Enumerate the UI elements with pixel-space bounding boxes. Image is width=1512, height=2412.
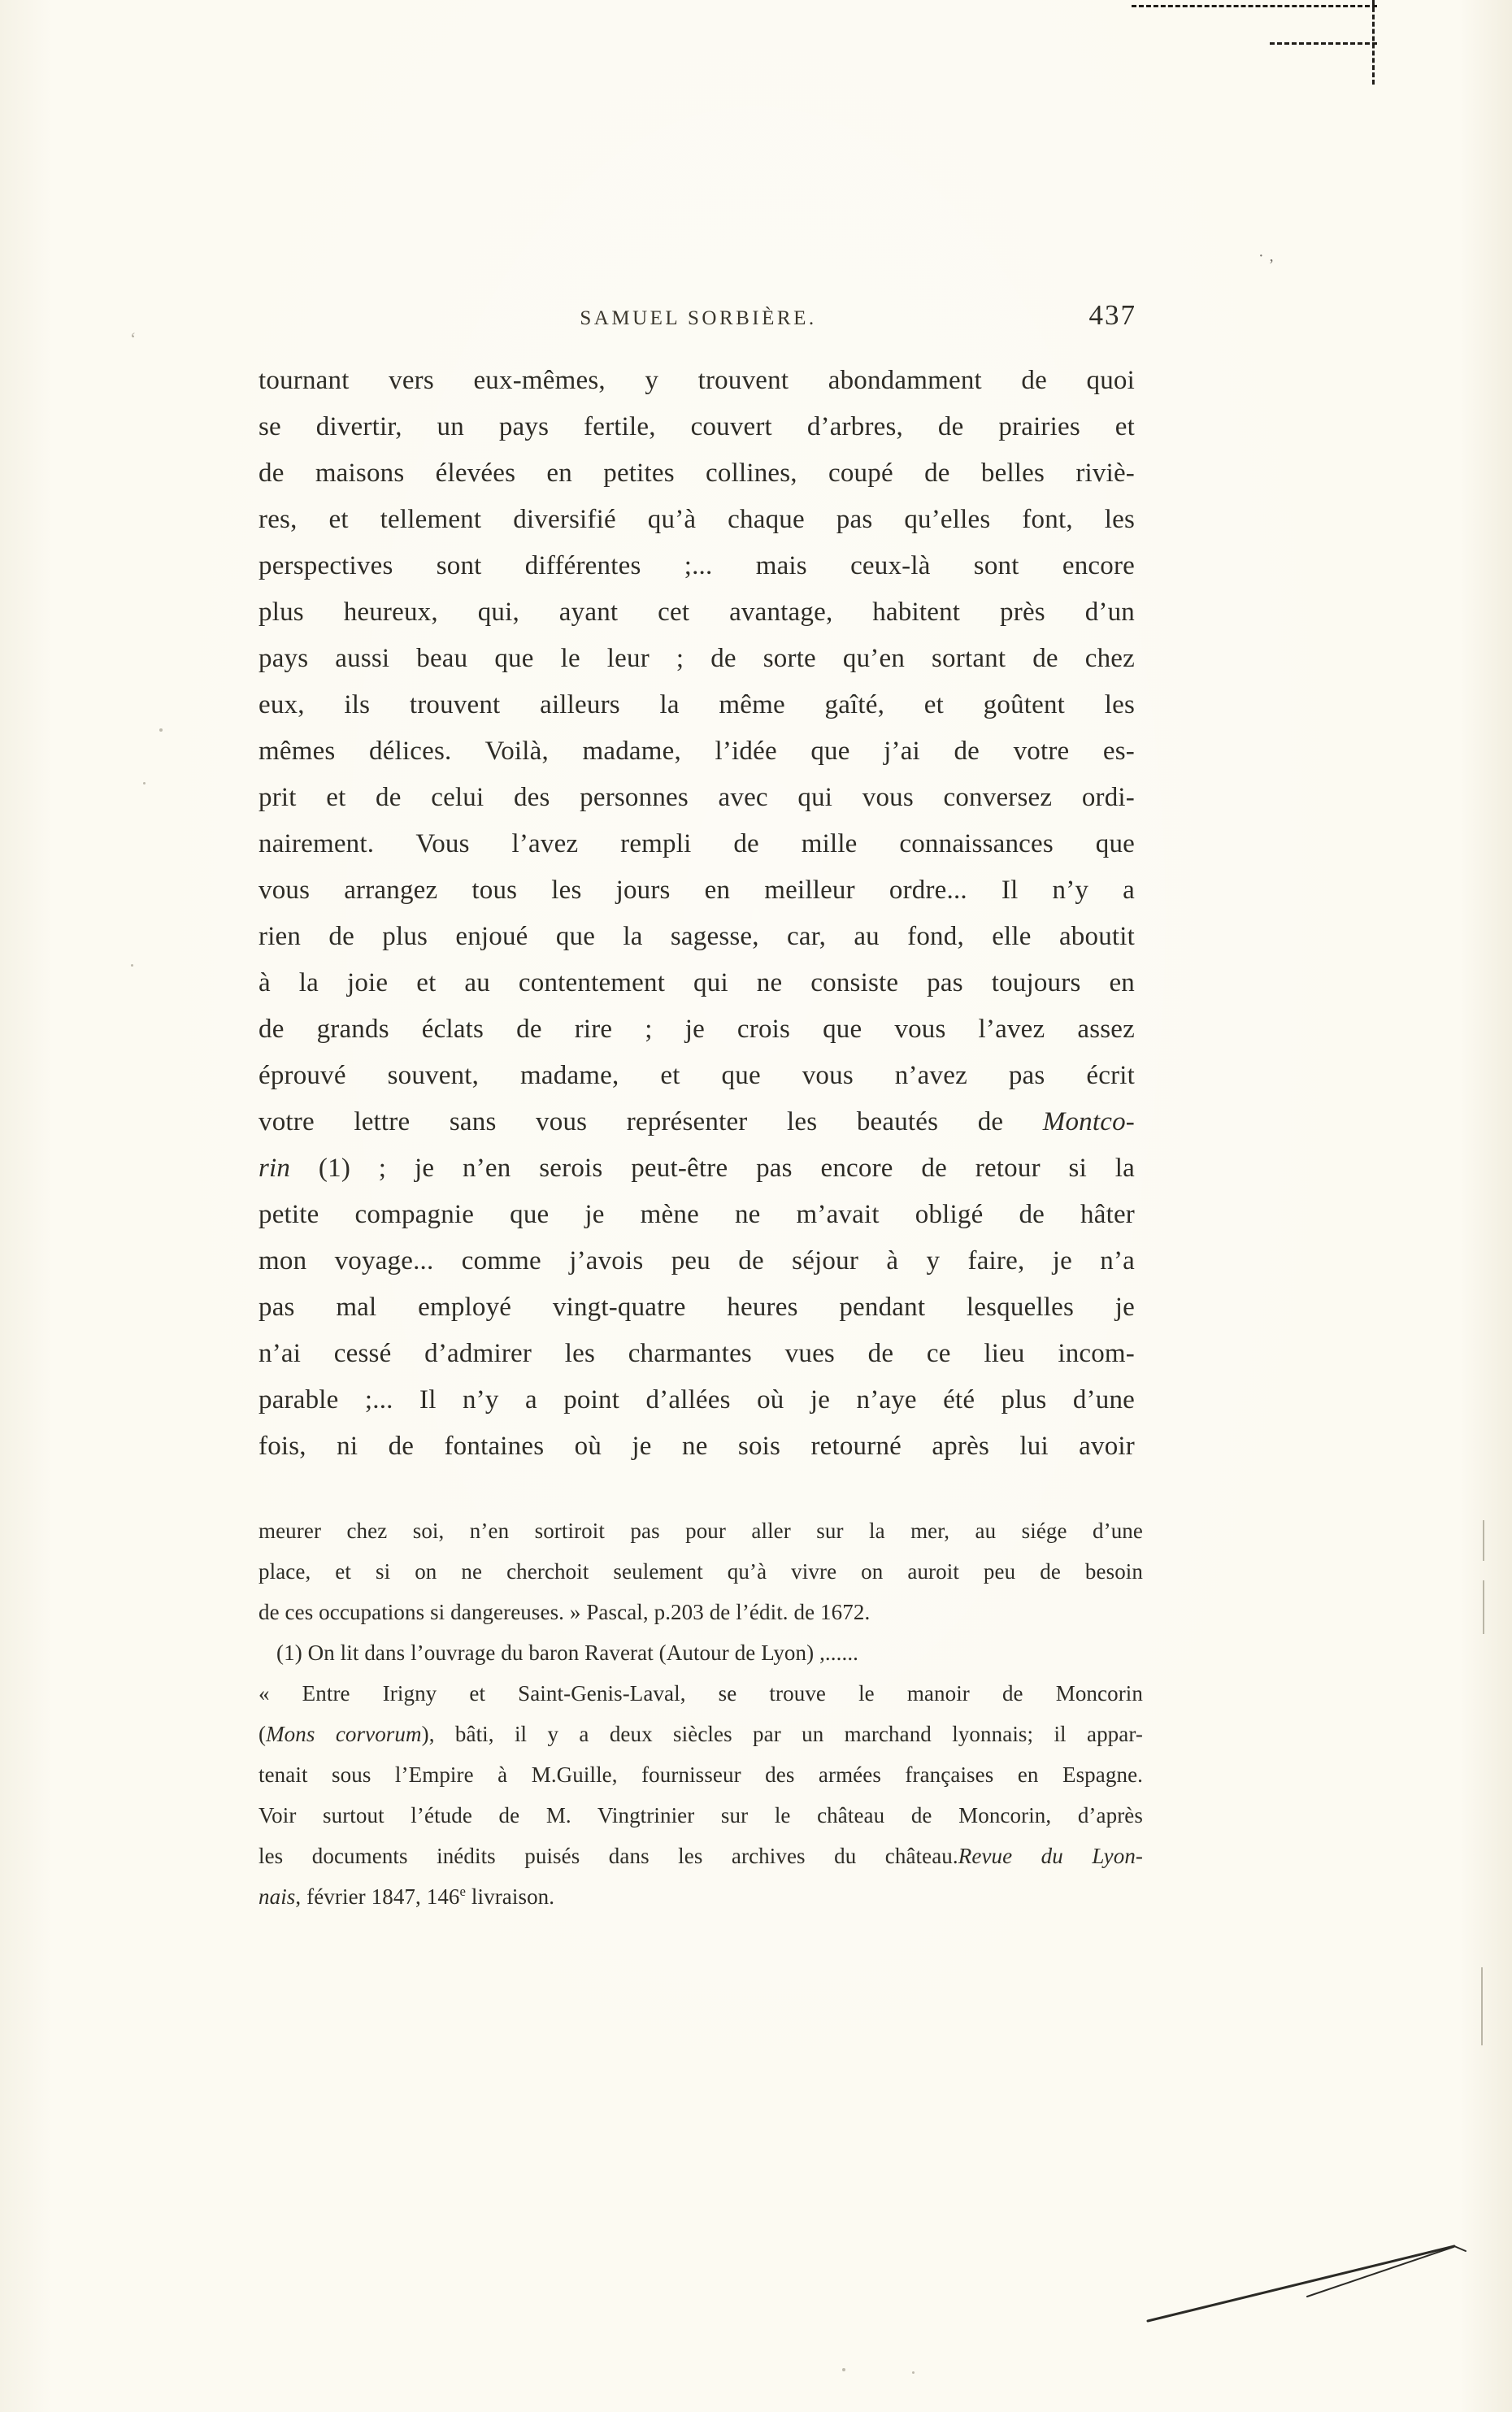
text-line: eux, ils trouvent ailleurs la même gaîté, et goûtent les (259, 690, 1135, 719)
text-line: tournant vers eux-mêmes, y trouvent abondamment de quoi (259, 366, 1135, 395)
bottom-speck (842, 2368, 845, 2371)
margin-speck (131, 964, 133, 967)
text-line: mêmes délices. Voilà, madame, l’idée que j’ai de votre es- (259, 737, 1135, 766)
margin-mark: ‘ (130, 328, 137, 349)
text-line: de ces occupations si dangereuses. » Pascal, p.203 de l’édit. de 1672. (259, 1600, 871, 1624)
margin-speck (159, 728, 163, 732)
text-line: fois, ni de fontaines où je ne sois retourné après lui avoir (259, 1432, 1135, 1461)
ink-spot-mark: ·‚ (1258, 247, 1280, 265)
text-line: (Mons corvorum), bâti, il y a deux siècles par un marchand lyonnais; il appar- (259, 1722, 1143, 1746)
text-line: nais, février 1847, 146e livraison. (259, 1884, 555, 1909)
text-line: de maisons élevées en petites collines, coupé de belles riviè- (259, 458, 1135, 488)
text-line: petite compagnie que je mène ne m’avait obligé de hâter (259, 1200, 1135, 1229)
text-line: nairement. Vous l’avez rempli de mille connaissances que (259, 829, 1135, 858)
header-title: SAMUEL SORBIÈRE. (580, 307, 817, 329)
text-line: tenait sous l’Empire à M.Guille, fournisseur des armées françaises en Espagne. (259, 1762, 1143, 1787)
text-line: prit et de celui des personnes avec qui vous conversez ordi- (259, 783, 1135, 812)
text-line: pas mal employé vingt-quatre heures pendant lesquelles je (259, 1293, 1135, 1322)
text-line: perspectives sont différentes ;... mais ceux-là sont encore (259, 551, 1135, 580)
text-line: « Entre Irigny et Saint-Genis-Laval, se trouve le manoir de Moncorin (259, 1681, 1143, 1706)
text-line: pays aussi beau que le leur ; de sorte qu’en sortant de chez (259, 644, 1135, 673)
text-line: res, et tellement diversifié qu’à chaque pas qu’elles font, les (259, 505, 1135, 534)
body-text (259, 358, 1135, 1470)
text-line: (1) On lit dans l’ouvrage du baron Raverat (Autour de Lyon) ,...... (276, 1641, 859, 1665)
page-number: 437 (1088, 299, 1136, 331)
text-line: meurer chez soi, n’en sortiroit pas pour aller sur la mer, au siége d’une (259, 1519, 1143, 1543)
scan-edge-tick (1483, 1520, 1484, 1561)
scan-edge-tick (1483, 1580, 1484, 1634)
text-line: rien de plus enjoué que la sagesse, car, au fond, elle aboutit (259, 922, 1135, 951)
text-line: mon voyage... comme j’avois peu de séjour à y faire, je n’a (259, 1246, 1135, 1276)
scan-dash-mark (1132, 5, 1377, 7)
text-line: vous arrangez tous les jours en meilleur ordre... Il n’y a (259, 876, 1135, 905)
text-line: les documents inédits puisés dans les archives du château.Revue du Lyon- (259, 1844, 1144, 1868)
text-line: plus heureux, qui, ayant cet avantage, habitent près d’un (259, 598, 1135, 627)
text-line: de grands éclats de rire ; je crois que vous l’avez assez (259, 1015, 1135, 1044)
text-line: à la joie et au contentement qui ne consiste pas toujours en (259, 968, 1135, 997)
footnote-block (259, 1510, 1143, 1917)
bottom-speck (912, 2371, 915, 2374)
text-line: éprouvé souvent, madame, et que vous n’avez pas écrit (259, 1061, 1135, 1090)
text-line: votre lettre sans vous représenter les beautés de Montco- (259, 1107, 1135, 1136)
text-line: Voir surtout l’étude de M. Vingtrinier sur le château de Moncorin, d’après (259, 1803, 1143, 1827)
scan-dash-mark (1372, 0, 1375, 85)
text-line: se divertir, un pays fertile, couvert d’arbres, de prairies et (259, 412, 1135, 441)
text-line: place, et si on ne cherchoit seulement qu’à vivre on auroit peu de besoin (259, 1559, 1143, 1584)
text-line: rin (1) ; je n’en serois peut-être pas encore de retour si la (259, 1154, 1135, 1183)
pencil-line-mark (1106, 2211, 1488, 2341)
scan-dash-mark (1270, 42, 1377, 45)
text-line: n’ai cessé d’admirer les charmantes vues de ce lieu incom- (259, 1339, 1135, 1368)
running-header (259, 299, 1138, 341)
margin-speck (143, 782, 146, 784)
text-line: parable ;... Il n’y a point d’allées où je n’aye été plus d’une (259, 1385, 1135, 1415)
scan-edge-tick (1481, 1967, 1483, 2045)
